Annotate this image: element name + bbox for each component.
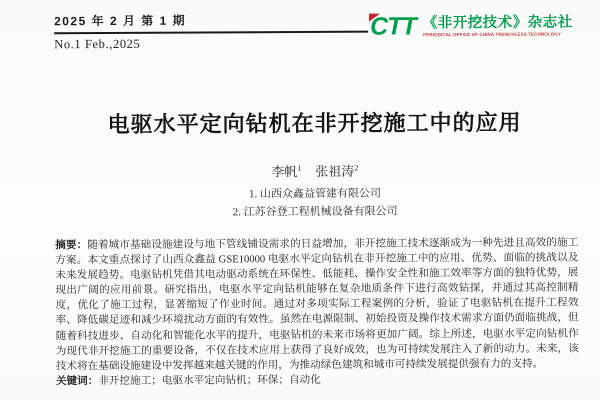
journal-name: 《非开挖技术》杂志社	[422, 14, 573, 32]
journal-name-block	[423, 11, 600, 41]
keywords-label: 关键词：	[55, 375, 99, 388]
issue-date-en: No.1 Feb.,2025	[54, 36, 141, 52]
author-name: 李帆	[271, 164, 298, 180]
author-name: 张祖涛	[315, 163, 355, 179]
issue-date-cn: 2025 年 2 月 第 1 期	[54, 13, 187, 29]
abstract-text: 随着城市基础设施建设与地下管线铺设需求的日益增加，非开挖施工技术逐渐成为一种先进且高效的施工方案。本文重点探讨了山西众鑫益 GSE10000 电驱水平定向钻机在非开挖施工中的应用、优势、面临的挑战以及未来发展趋势。电驱钻机凭借其电动驱动系统在环保性、低能耗、操作安全性和施工效率等方面的独特优势，展现出广阔的应用前景。研究指出，电驱水平定向钻机能够在复杂地质条件下进行高效钻探，并通过其高控制精度，优化了施工过程，显著缩短了作业时间。通过对多项实际工程案例的分析，验证了电驱钻机在提升工程效率、降低碳足迹和减少环境扰动方面的有效性。虽然在电源限制、初始投资及操作技术需求方面仍面临挑战，但随着科技进步、自动化和智能化水平的提升，电驱钻机的未来市场将更加广阔。综上所述，电驱水平定向钻机作为现代非开挖施工的重要设备，不仅在技术应用上获得了良好成效，也为可持续发展注入了新的动力。未来，该技术将在基础设施建设中发挥越来越关键的作用，为推动绿色建筑和城市可持续发展提供强有力的支持。	[55, 237, 579, 373]
author	[271, 164, 301, 179]
article-title: 电驱水平定向钻机在非开挖施工中的应用	[107, 109, 522, 138]
journal-masthead	[370, 11, 600, 42]
logo-text: CTT	[370, 12, 416, 41]
author-superscript: 1	[297, 163, 302, 173]
logo-flag-icon	[369, 14, 380, 22]
journal-logo	[370, 12, 416, 39]
author-superscript: 2	[354, 163, 359, 173]
abstract-section	[55, 236, 579, 375]
keywords-section	[56, 372, 579, 390]
abstract-label: 摘要：	[55, 239, 88, 252]
journal-subtitle: PERIODICAL OFFICE OF CHINA TRENCHLESS TECHNOLOGY	[422, 31, 561, 38]
affiliation-line: 2. 江苏谷登工程机械设备有限公司	[232, 204, 398, 218]
header-rule	[54, 31, 368, 35]
affiliation-list	[50, 185, 580, 223]
authors-line	[50, 160, 580, 182]
author	[315, 164, 358, 179]
affiliation-line: 1. 山西众鑫益管建有限公司	[248, 187, 381, 201]
keywords-text: 非开挖施工；电驱水平定向钻机；环保；自动化	[98, 374, 321, 388]
issue-info	[54, 11, 368, 53]
